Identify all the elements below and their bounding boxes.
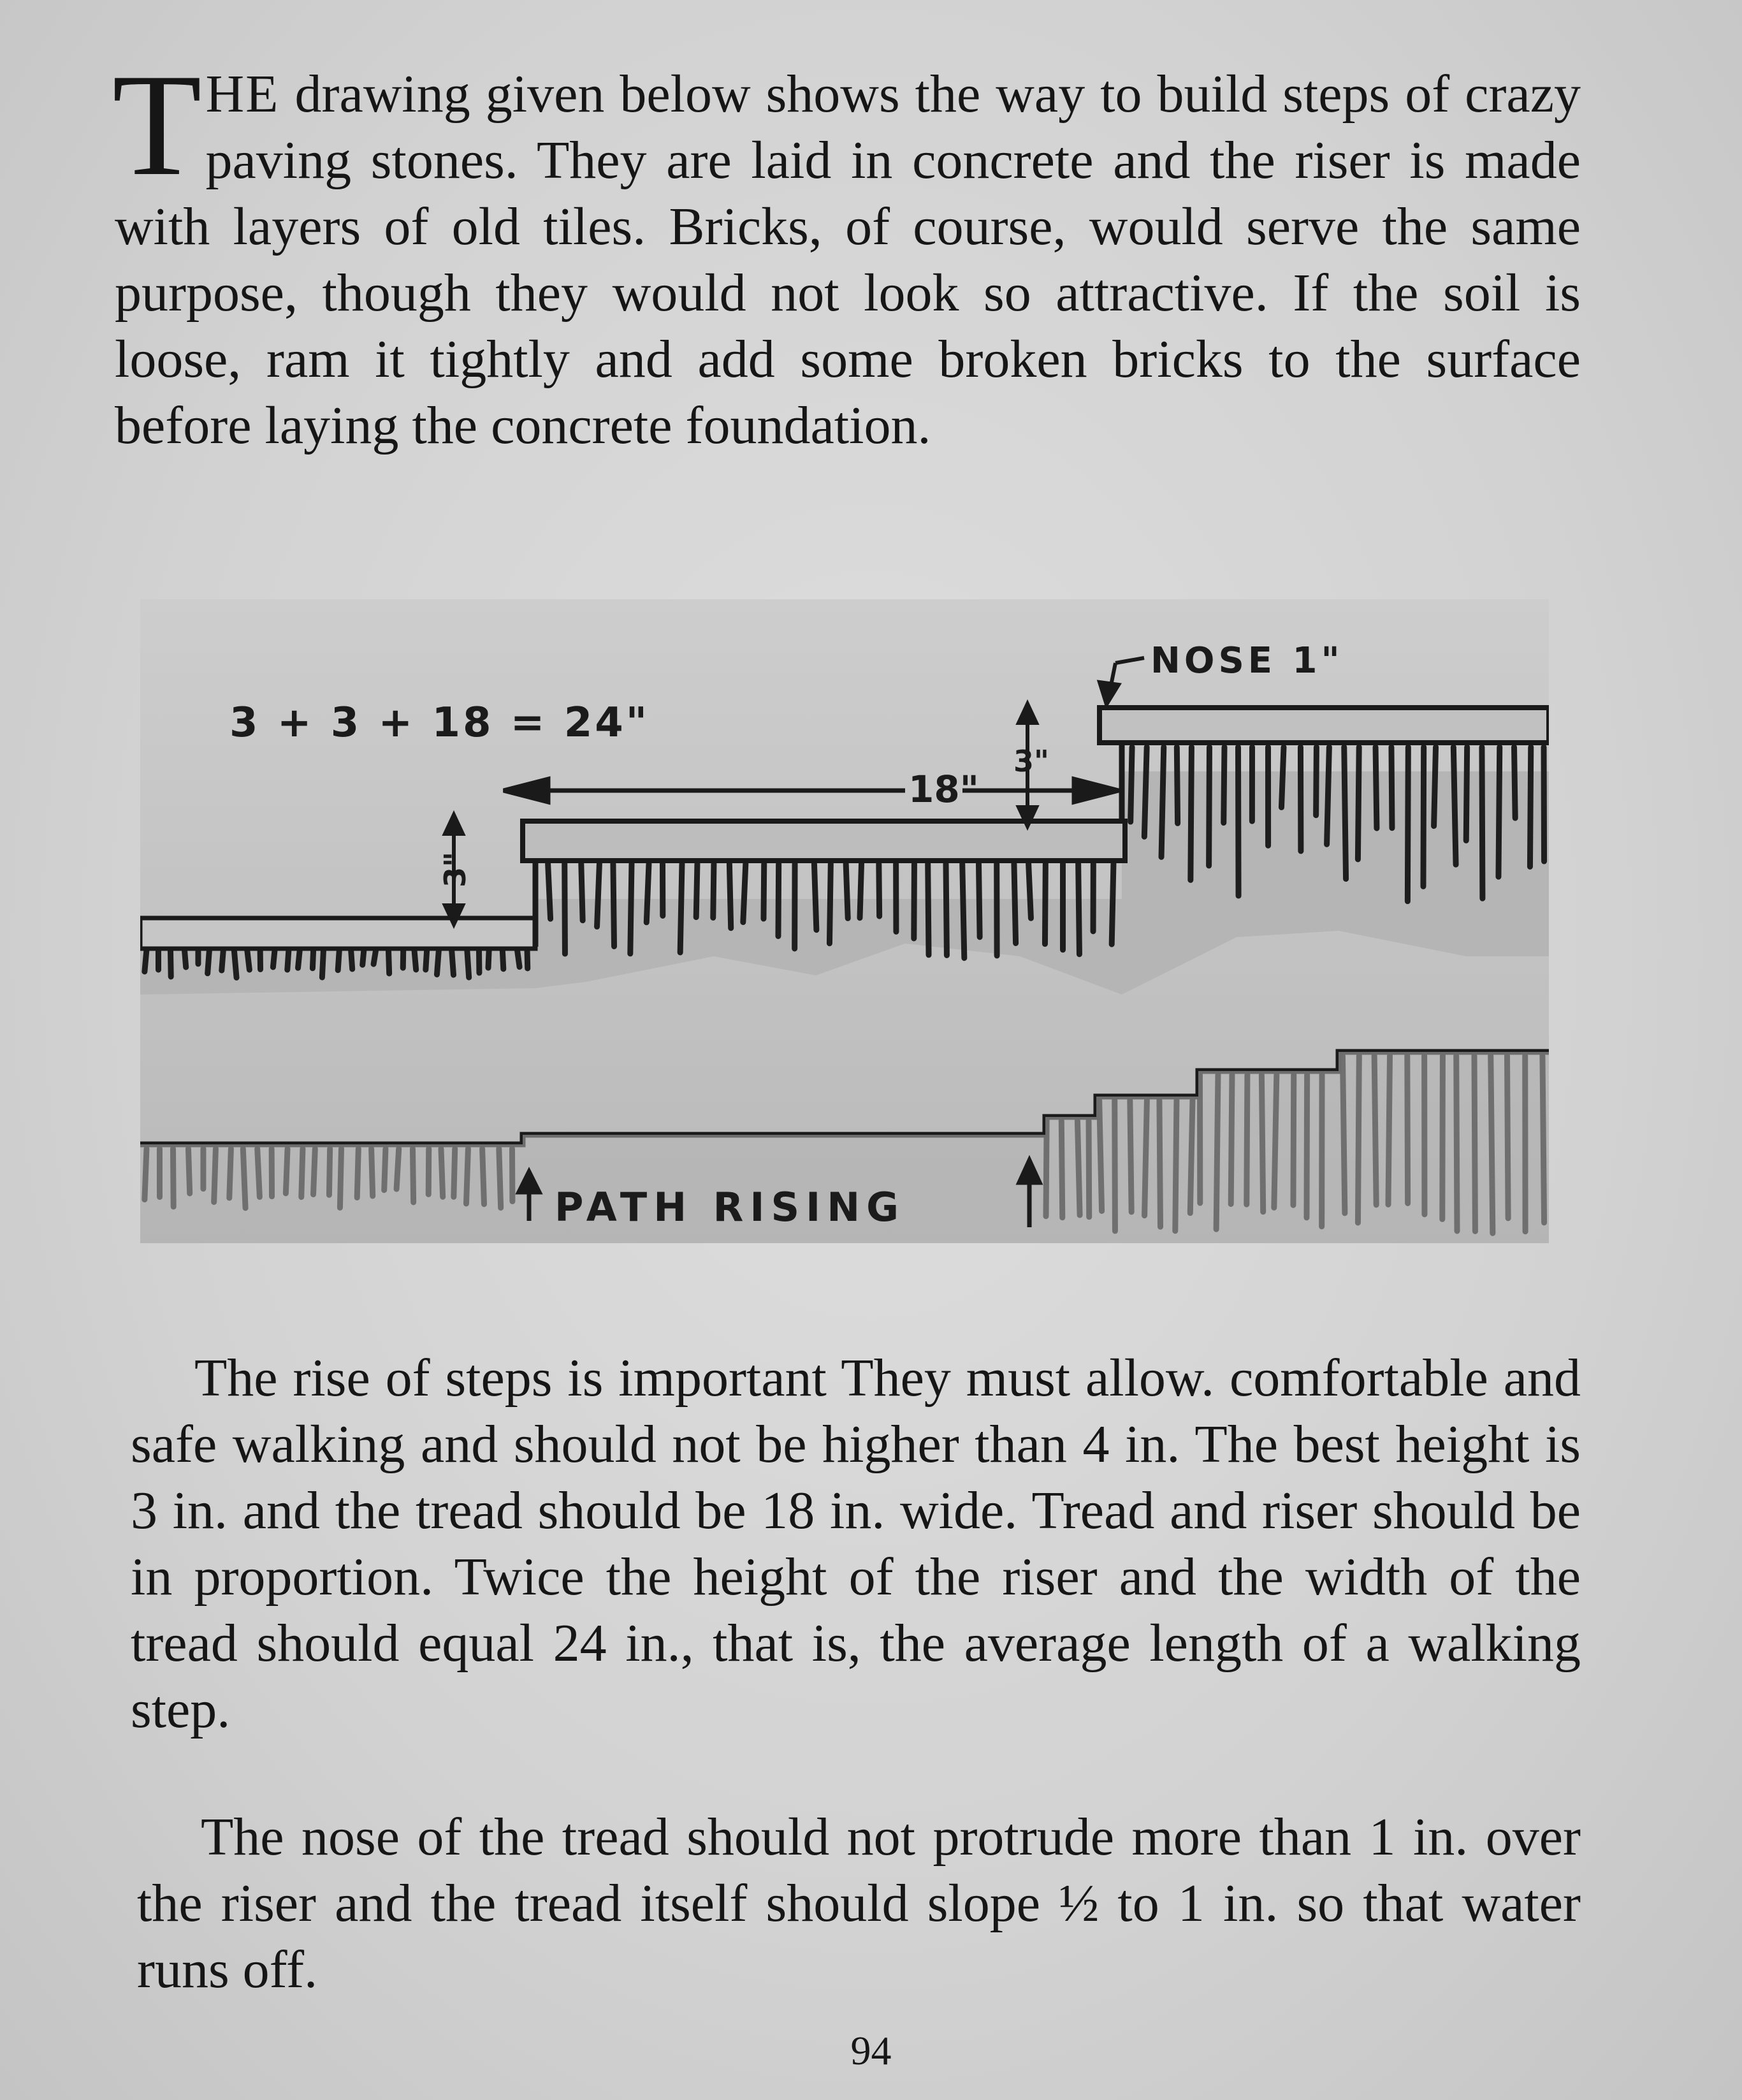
drop-cap: T (112, 43, 202, 206)
intro-first-word: HE (205, 64, 280, 124)
bottom-tread (140, 918, 535, 949)
page-number: 94 (850, 2028, 892, 2073)
intro-text: drawing given below shows the way to build steps of crazy paving stones. They are laid in concrete and the riser is made with layers of old tiles. Bricks, of course, would serve the same purpose, though they would not look so attractive. If the soil is loose, ram it tightly and add some broken bricks to the surface before laying the concrete foundation. (115, 64, 1581, 455)
left-riser-label: 3" (438, 852, 472, 887)
tread-dimension-label: 18" (908, 768, 979, 811)
nose-label: NOSE 1" (1150, 640, 1344, 682)
steps-drawing (140, 599, 1549, 1243)
top-tread-slab (1100, 708, 1549, 743)
middle-tread-slab (523, 821, 1125, 861)
rise-paragraph: The rise of steps is important They must allow. comfortable and safe walking and should not be higher than 4 in. The best height is 3 in. and the tread should be 18 in. wide. Tread and riser should be in proportion. Twice the height of the riser and the width of the tread should equal 24 in., that is, the average length of a walking step. (131, 1348, 1581, 1739)
right-riser-label: 3" (1013, 744, 1049, 778)
formula-label: 3 + 3 + 18 = 24" (229, 699, 650, 747)
path-rising-label: PATH RISING (555, 1184, 905, 1230)
nose-paragraph: The nose of the tread should not protrude more than 1 in. over the riser and the tread itself should slope ½ to 1 in. so that water runs off. (137, 1807, 1581, 1999)
intro-paragraph (112, 43, 1581, 459)
